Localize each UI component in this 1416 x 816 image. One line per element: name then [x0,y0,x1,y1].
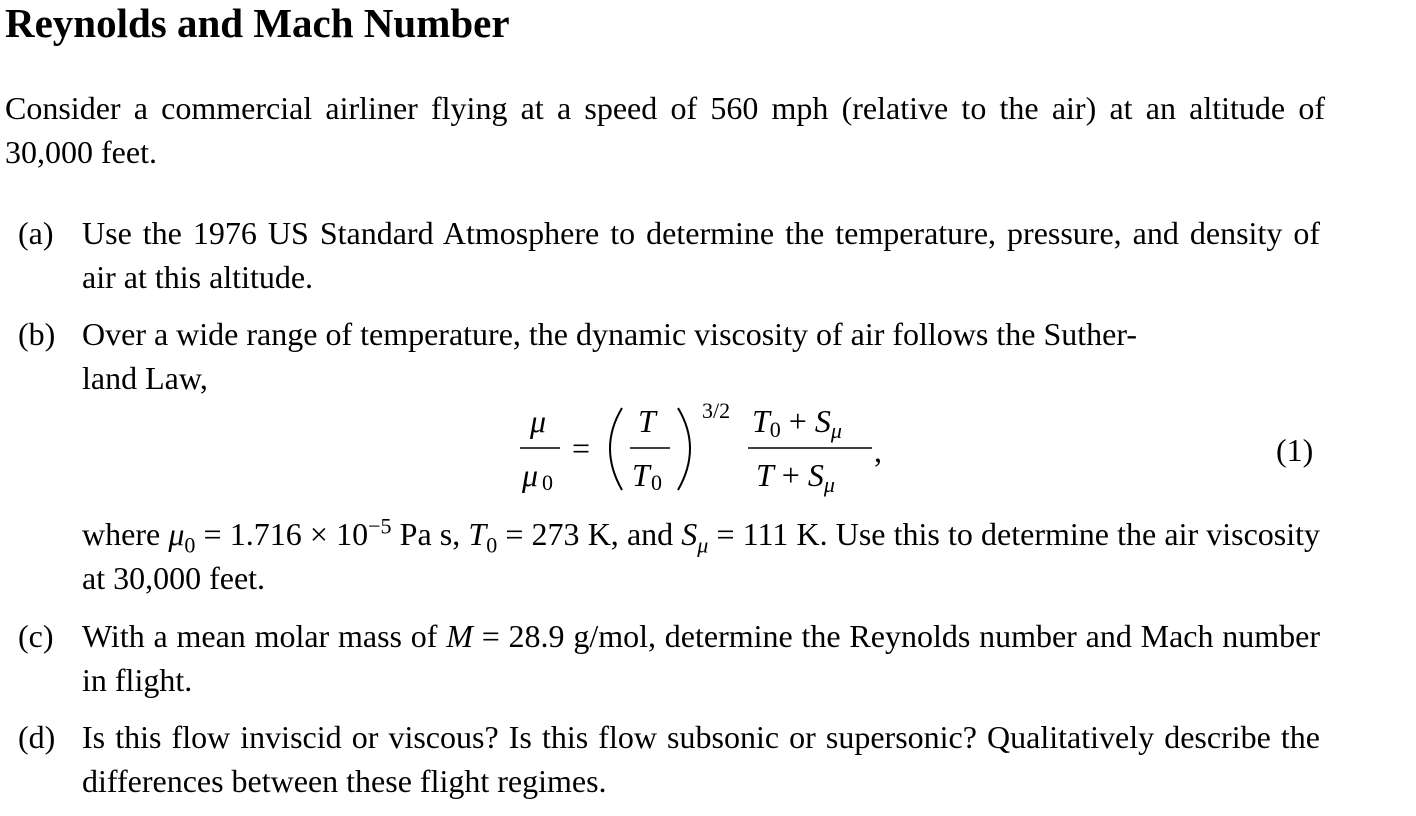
eq-lhs-numerator: μ [530,403,547,439]
eq-paren-denominator-sub: 0 [651,470,662,495]
eq-exponent: 3/2 [702,398,731,423]
eq-lhs-denominator: μ [522,457,539,493]
eq-lhs-denominator-sub: 0 [542,470,553,495]
part-b-text [82,312,1320,400]
part-b-label: (b) [18,316,56,352]
part-a-label: (a) [18,215,54,251]
intro-paragraph: Consider a commercial airliner flying at a speed of 560 mph (relative to the air) at an altitude of 30,000 feet. [5,90,1325,170]
eq-left-paren [610,408,622,490]
page-title: Reynolds and Mach Number [5,0,510,46]
part-d-text: Is this flow inviscid or viscous? Is this flow subsonic or supersonic? Qualitatively describe the differences between these flight regimes. [82,719,1320,799]
part-a-text: Use the 1976 US Standard Atmosphere to determine the temperature, pressure, and density of air at this altitude. [82,215,1320,295]
eq-rhs-numerator: T0 + Sμ [752,403,842,443]
part-d-label: (d) [18,719,56,755]
part-b-where-text: where $\mu_0 = 1.716 \times 10^{-5}$ Pa s, $T_0 = 273$ K, and $S_\mu = 111$ K. Use this to determine the air viscosity at 30,000 feet. [82,513,1321,596]
eq-rhs-denominator: T + Sμ [756,457,835,497]
eq-paren-denominator: T [632,457,650,493]
eq-right-paren [678,408,690,490]
eq-trailing-comma: , [874,433,882,469]
part-b-text-line1: Over a wide range of temperature, the dynamic viscosity of air follows the Suther- [82,316,1138,352]
part-c-text: With a mean molar mass of M = 28.9 g/mol, determine the Reynolds number and Mach number in flight. [82,618,1321,698]
part-c-label: (c) [18,618,54,654]
sutherland-equation [510,392,910,502]
eq-paren-numerator: T [638,403,656,439]
eq-equals-sign: = [572,430,591,466]
part-b-text-line2: land Law, [82,360,208,396]
equation-number: (1) [1276,432,1314,468]
